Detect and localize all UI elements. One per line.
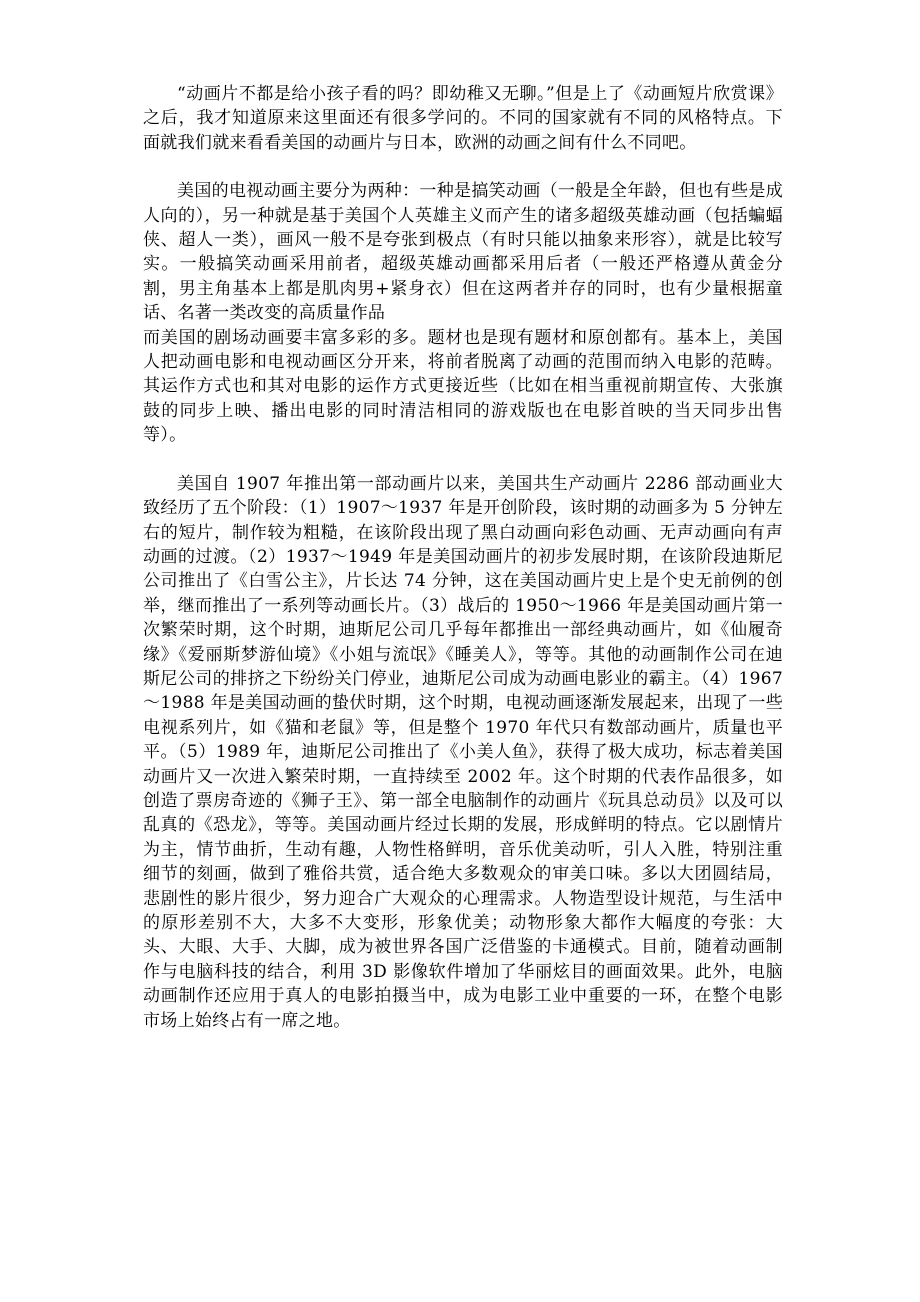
document-page: [143, 82, 783, 1033]
history-paragraph: 美国自 1907 年推出第一部动画片以来，美国共生产动画片 2286 部动画业大致经历了五个阶段：（1）1907～1937 年是开创阶段，该时期的动画多为 5 分钟左右的短片，制作较为粗糙，在该阶段出现了黑白动画向彩色动画、无声动画向有声动画的过渡。（2）1937～1949 年是美国动画片的初步发展时期，在该阶段迪斯尼公司推出了《白雪公主》，片长达 74 分钟，这在美国动画片史上是个史无前例的创举，继而推出了一系列等动画长片。（3）战后的 1950～1966 年是美国动画片第一次繁荣时期，这个时期，迪斯尼公司几乎每年都推出一部经典动画片，如《仙履奇缘》《爱丽斯梦游仙境》《小姐与流氓》《睡美人》，等等。其他的动画制作公司在迪斯尼公司的排挤之下纷纷关门停业，迪斯尼公司成为动画电影业的霸主。（4）1967～1988 年是美国动画的蛰伏时期，这个时期，电视动画逐渐发展起来，出现了一些电视系列片，如《猫和老鼠》等，但是整个 1970 年代只有数部动画片，质量也平平。（5）1989 年，迪斯尼公司推出了《小美人鱼》，获得了极大成功，标志着美国动画片又一次进入繁荣时期，一直持续至 2002 年。这个时期的代表作品很多，如创造了票房奇迹的《狮子王》、第一部全电脑制作的动画片《玩具总动员》以及可以乱真的《恐龙》，等等。美国动画片经过长期的发展，形成鲜明的特点。它以剧情片为主，情节曲折，生动有趣，人物性格鲜明，音乐优美动听，引人入胜，特别注重细节的刻画，做到了雅俗共赏，适合绝大多数观众的审美口味。多以大团圆结局，悲剧性的影片很少，努力迎合广大观众的心理需求。人物造型设计规范，与生活中的原形差别不大，大多不大变形，形象优美；动物形象大都作大幅度的夸张：大头、大眼、大手、大脚，成为被世界各国广泛借鉴的卡通模式。目前，随着动画制作与电脑科技的结合，利用 3D 影像软件增加了华丽炫目的画面效果。此外，电脑动画制作还应用于真人的电影拍摄当中，成为电影工业中重要的一环，在整个电影市场上始终占有一席之地。: [143, 473, 783, 1031]
paragraph-spacer: [143, 155, 783, 179]
intro-paragraph: “动画片不都是给小孩子看的吗？即幼稚又无聊。”但是上了《动画短片欣赏课》之后，我才知道原来这里面还有很多学问的。不同的国家就有不同的风格特点。下面就我们就来看看美国的动画片与日本，欧洲的动画之间有什么不同吧。: [143, 84, 783, 153]
tv-animation-paragraph: 美国的电视动画主要分为两种：一种是搞笑动画（一般是全年龄，但也有些是成人向的），另一种就是基于美国个人英雄主义而产生的诸多超级英雄动画（包括蝙蝠侠、超人一类），画风一般不是夸张到极点（有时只能以抽象来形容），就是比较写实。一般搞笑动画采用前者，超级英雄动画都采用后者（一般还严格遵从黄金分割，男主角基本上都是肌肉男+紧身衣）但在这两者并存的同时，也有少量根据童话、名著一类改变的高质量作品: [143, 181, 783, 324]
paragraph-spacer: [143, 448, 783, 472]
theatrical-animation-paragraph: 而美国的剧场动画要丰富多彩的多。题材也是现有题材和原创都有。基本上，美国人把动画电影和电视动画区分开来，将前者脱离了动画的范围而纳入电影的范畴。其运作方式也和其对电影的运作方式更接近些（比如在相当重视前期宣传、大张旗鼓的同步上映、播出电影的同时清洁相同的游戏版也在电影首映的当天同步出售等）。: [143, 327, 783, 446]
